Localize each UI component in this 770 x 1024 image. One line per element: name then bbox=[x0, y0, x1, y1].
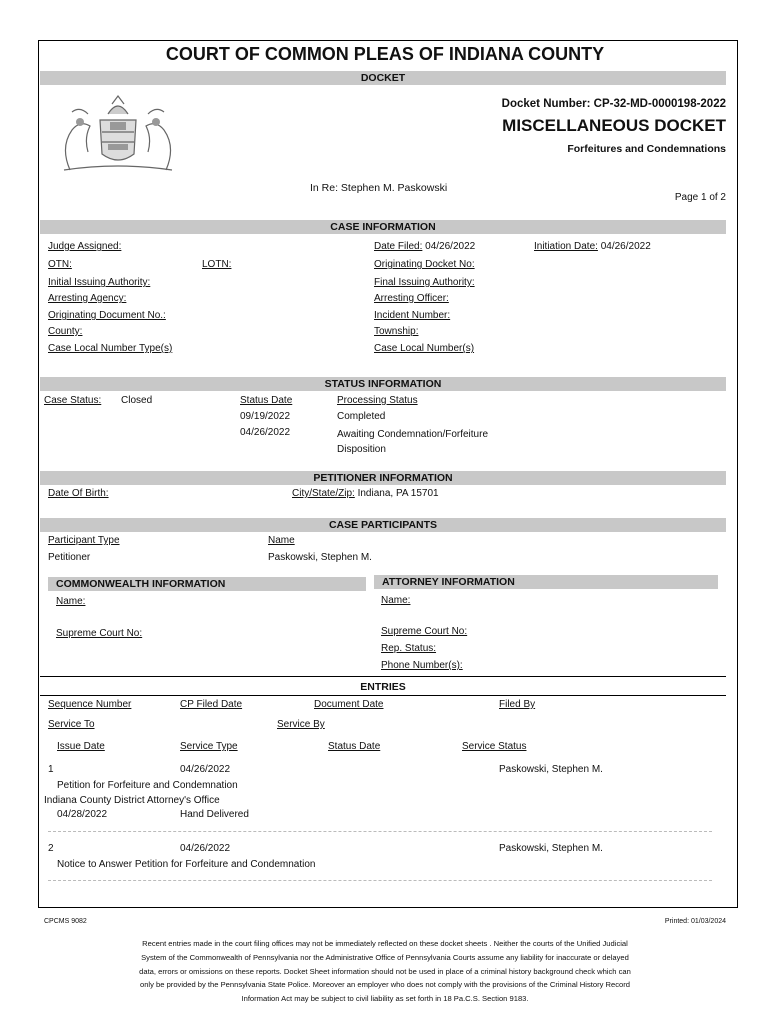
col-sequence-number: Sequence Number bbox=[48, 699, 132, 710]
entry-separator bbox=[48, 831, 712, 832]
arresting-agency-label: Arresting Agency: bbox=[48, 293, 127, 304]
incident-number-label: Incident Number: bbox=[374, 310, 451, 321]
status-row-date: 09/19/2022 bbox=[240, 411, 291, 422]
status-information-heading: STATUS INFORMATION bbox=[40, 377, 726, 391]
case-local-type-label: Case Local Number Type(s) bbox=[48, 343, 173, 354]
docket-subtype: Forfeitures and Condemnations bbox=[567, 143, 726, 155]
entry-description: Notice to Answer Petition for Forfeiture and Condemnation bbox=[57, 859, 316, 870]
case-status-label: Case Status: bbox=[44, 395, 102, 406]
entries-heading: ENTRIES bbox=[360, 681, 406, 693]
case-information-heading: CASE INFORMATION bbox=[40, 220, 726, 234]
petitioner-information-heading: PETITIONER INFORMATION bbox=[40, 471, 726, 485]
col-service-to: Service To bbox=[48, 719, 95, 730]
attorney-information-heading: ATTORNEY INFORMATION bbox=[374, 575, 718, 589]
participant-name: Paskowski, Stephen M. bbox=[268, 552, 372, 563]
commonwealth-name-label: Name: bbox=[56, 596, 86, 607]
disclaimer-line: System of the Commonwealth of Pennsylvania nor the Administrative Office of Pennsylvania Courts assume any liability for inaccurate or delayed bbox=[141, 952, 629, 962]
date-of-birth-label: Date Of Birth: bbox=[48, 488, 109, 499]
date-filed: Date Filed: 04/26/2022 bbox=[374, 241, 476, 252]
col-service-type: Service Type bbox=[180, 741, 238, 752]
initiation-date: Initiation Date: 04/26/2022 bbox=[534, 241, 651, 252]
case-participants-heading: CASE PARTICIPANTS bbox=[40, 518, 726, 532]
rep-status-label: Rep. Status: bbox=[381, 643, 437, 654]
participant-type-label: Participant Type bbox=[48, 535, 120, 546]
originating-document-label: Originating Document No.: bbox=[48, 310, 166, 321]
disclaimer-line: data, errors or omissions on these reports. Docket Sheet information should not be used in place of a criminal history background check which can bbox=[139, 966, 631, 976]
col-status-date: Status Date bbox=[328, 741, 381, 752]
disclaimer-line: Information Act may be subject to civil liability as set forth in 18 Pa.C.S. Section 9183. bbox=[241, 994, 529, 1004]
printed-date: Printed: 01/03/2024 bbox=[664, 918, 726, 925]
col-filed-by: Filed By bbox=[499, 699, 536, 710]
docket-heading: DOCKET bbox=[40, 71, 726, 85]
originating-docket-label: Originating Docket No: bbox=[374, 259, 475, 270]
commonwealth-information-heading: COMMONWEALTH INFORMATION bbox=[48, 577, 366, 591]
form-code: CPCMS 9082 bbox=[44, 918, 87, 925]
township-label: Township: bbox=[374, 326, 419, 337]
otn-label: OTN: bbox=[48, 259, 72, 270]
entry-cp-filed-date: 04/26/2022 bbox=[180, 843, 231, 854]
status-date-label: Status Date bbox=[240, 395, 293, 406]
col-issue-date: Issue Date bbox=[57, 741, 105, 752]
attorney-supreme-court-label: Supreme Court No: bbox=[381, 626, 468, 637]
entries-divider bbox=[40, 695, 726, 696]
processing-status-label: Processing Status bbox=[337, 395, 418, 406]
col-service-by: Service By bbox=[277, 719, 325, 730]
judge-assigned-label: Judge Assigned: bbox=[48, 241, 122, 252]
final-issuing-label: Final Issuing Authority: bbox=[374, 277, 475, 288]
col-service-status: Service Status bbox=[462, 741, 527, 752]
col-document-date: Document Date bbox=[314, 699, 384, 710]
case-status-value: Closed bbox=[121, 395, 153, 406]
attorney-name-label: Name: bbox=[381, 595, 411, 606]
entry-filed-by: Paskowski, Stephen M. bbox=[499, 843, 603, 854]
phone-numbers-label: Phone Number(s): bbox=[381, 660, 463, 671]
status-row-status-cont: Disposition bbox=[337, 444, 386, 455]
in-re: In Re: Stephen M. Paskowski bbox=[310, 182, 448, 194]
col-cp-filed-date: CP Filed Date bbox=[180, 699, 243, 710]
lotn-label: LOTN: bbox=[202, 259, 232, 270]
participant-type: Petitioner bbox=[48, 552, 91, 563]
commonwealth-supreme-court-label: Supreme Court No: bbox=[56, 628, 143, 639]
entry-issue-date: 04/28/2022 bbox=[57, 809, 108, 820]
entry-cp-filed-date: 04/26/2022 bbox=[180, 764, 231, 775]
initial-issuing-label: Initial Issuing Authority: bbox=[48, 277, 151, 288]
entry-separator bbox=[48, 880, 712, 881]
disclaimer-line: Recent entries made in the court filing offices may not be immediately reflected on these docket sheets . Neither the courts of the Unified Judicial bbox=[142, 939, 628, 948]
entry-sequence: 2 bbox=[48, 843, 54, 854]
arresting-officer-label: Arresting Officer: bbox=[374, 293, 449, 304]
disclaimer bbox=[80, 937, 690, 1006]
docket-number: Docket Number: CP-32-MD-0000198-2022 bbox=[501, 98, 726, 110]
status-row-date: 04/26/2022 bbox=[240, 427, 291, 438]
page-number: Page 1 of 2 bbox=[674, 192, 726, 203]
entry-sequence: 1 bbox=[48, 764, 54, 775]
entry-service-type: Hand Delivered bbox=[180, 809, 249, 820]
participant-name-label: Name bbox=[268, 535, 295, 546]
court-title: COURT OF COMMON PLEAS OF INDIANA COUNTY bbox=[165, 44, 605, 64]
case-local-numbers-label: Case Local Number(s) bbox=[374, 343, 475, 354]
entry-service-to: Indiana County District Attorney's Office bbox=[44, 795, 220, 806]
disclaimer-line: only be provided by the Pennsylvania State Police. Moreover an employer who does not comply with the provisions of the Criminal History Record bbox=[139, 980, 631, 990]
pennsylvania-seal-icon bbox=[50, 92, 186, 174]
entry-description: Petition for Forfeiture and Condemnation bbox=[57, 780, 238, 791]
county-label: County: bbox=[48, 326, 83, 337]
entry-filed-by: Paskowski, Stephen M. bbox=[499, 764, 603, 775]
city-state-zip: City/State/Zip: Indiana, PA 15701 bbox=[292, 488, 439, 499]
docket-type: MISCELLANEOUS DOCKET bbox=[502, 116, 726, 135]
status-row-status: Awaiting Condemnation/Forfeiture bbox=[337, 429, 489, 440]
entries-divider bbox=[40, 676, 726, 677]
status-row-status: Completed bbox=[337, 411, 386, 422]
